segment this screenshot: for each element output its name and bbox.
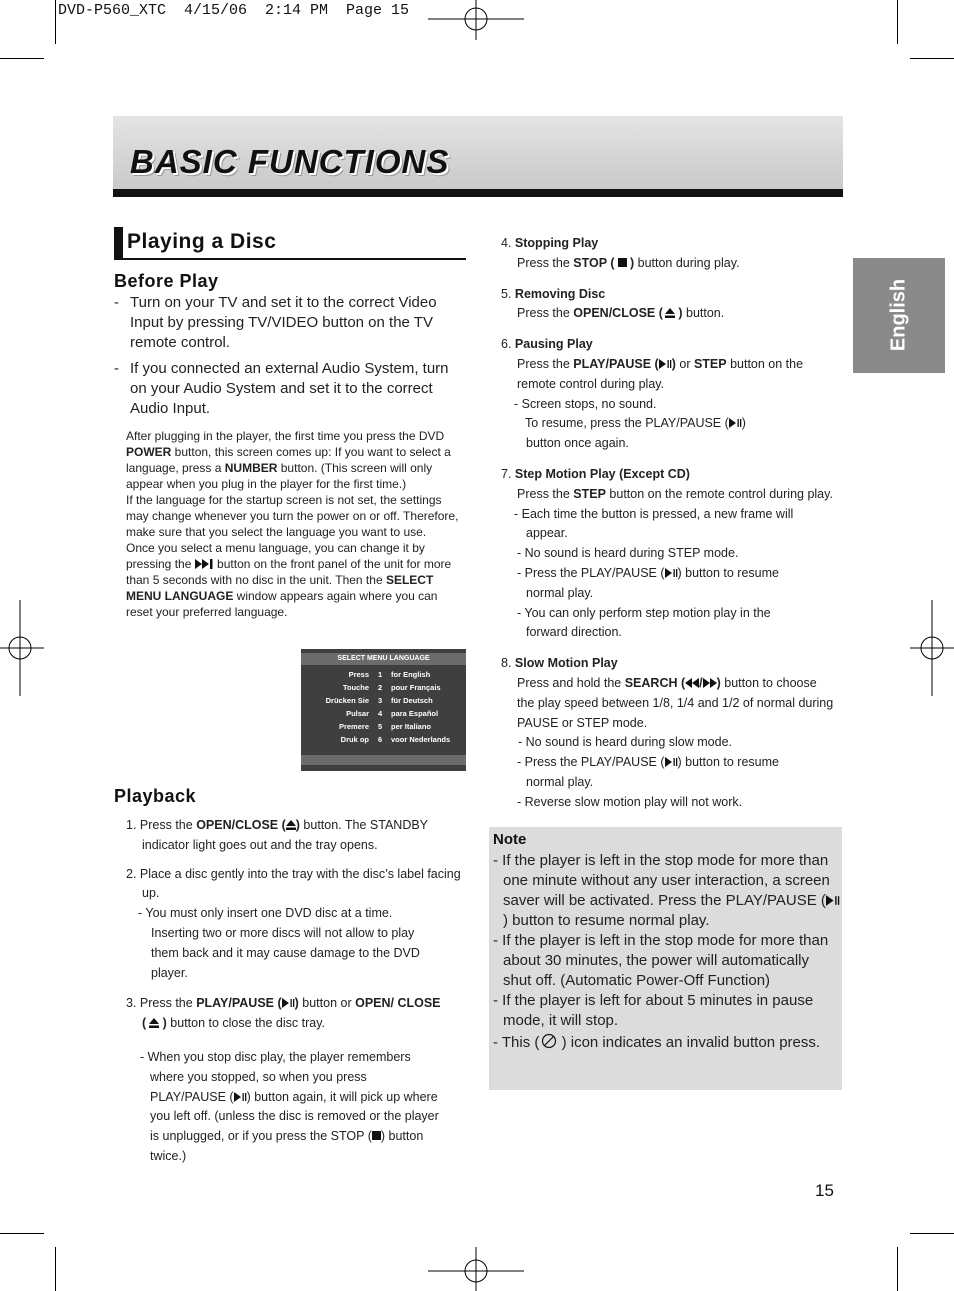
playback-step-2-note-cont: Inserting two or more discs will not allow to play xyxy=(151,925,415,940)
note-item-2: - If the player is left in the stop mode for more than about 30 minutes, the power will automatically shut off. (Automatic Power-Off Function) xyxy=(493,932,829,989)
fast-forward-icon xyxy=(703,678,717,688)
menu-screen-footer xyxy=(301,755,466,765)
rewind-icon xyxy=(685,678,699,688)
playback-heading: Playback xyxy=(114,786,197,806)
note-item-4: - This ( ) icon indicates an invalid button press. xyxy=(493,1034,821,1051)
before-play-bullet-2: - If you connected an external Audio System, turn on your Audio System and set it to the correct Audio Input. xyxy=(114,359,459,419)
step-8-note-cont: normal play. xyxy=(526,774,594,789)
step-8-note: - Press the PLAY/PAUSE ( ) button to resume xyxy=(517,755,779,770)
step-5-title: 5. Removing Disc xyxy=(501,286,606,301)
play-pause-icon xyxy=(659,359,672,369)
playback-step-3-note-cont: you left off. (unless the disc is removed or the player xyxy=(150,1109,439,1124)
menu-row: Pulsar 4 para Español xyxy=(346,709,439,718)
registration-mark-right xyxy=(910,600,954,696)
step-7-note: - Each time the button is pressed, a new frame will xyxy=(514,506,794,521)
menu-row: Premere 5 per Italiano xyxy=(338,722,432,731)
playback-step-3-note-cont: PLAY/PAUSE ( ) button again, it will pick up where xyxy=(150,1089,438,1104)
menu-row: Druk op 6 voor Nederlands xyxy=(340,735,451,744)
eject-icon xyxy=(149,1018,159,1028)
step-7-note-cont: forward direction. xyxy=(526,625,622,640)
step-8-title: 8. Slow Motion Play xyxy=(501,656,618,671)
print-header: DVD-P560_XTC 4/15/06 2:14 PM Page 15 xyxy=(58,2,410,19)
step-7-note-cont: normal play. xyxy=(526,585,594,600)
skip-forward-icon xyxy=(195,559,214,569)
registration-mark-top xyxy=(428,0,524,40)
play-pause-icon xyxy=(729,418,742,428)
stop-icon xyxy=(618,258,627,267)
crop-mark xyxy=(910,1233,954,1234)
function-steps xyxy=(501,234,846,813)
stop-icon xyxy=(372,1131,381,1140)
step-7-note-cont: appear. xyxy=(526,526,568,541)
crop-mark xyxy=(55,0,56,44)
playback-step-2-note: - You must only insert one DVD disc at a time. xyxy=(138,906,393,921)
step-8-note: - Reverse slow motion play will not work. xyxy=(517,794,743,809)
playback-step-3-note-cont: where you stopped, so when you press xyxy=(150,1069,367,1084)
step-6-note-cont: To resume, press the PLAY/PAUSE ( ) xyxy=(525,416,746,431)
step-5-text: Press the OPEN/CLOSE ( ) button. xyxy=(517,306,725,321)
step-7-note: - Press the PLAY/PAUSE ( ) button to resume xyxy=(517,565,779,580)
play-pause-icon xyxy=(665,757,678,767)
bullet-text: Turn on your TV and set it to the correct Video Input by pressing TV/VIDEO button on the TV remote control. xyxy=(130,294,437,351)
step-7-note: - You can only perform step motion play in the xyxy=(517,605,771,620)
step-8-note: - No sound is heard during slow mode. xyxy=(518,735,733,750)
step-6-note-cont: button once again. xyxy=(526,436,629,451)
section-marker xyxy=(114,227,123,259)
playback-step-1-cont: indicator light goes out and the tray opens. xyxy=(142,837,378,852)
select-menu-language-screen xyxy=(301,649,466,771)
step-6-title: 6. Pausing Play xyxy=(501,337,593,352)
step-6-text-cont: remote control during play. xyxy=(517,376,665,391)
crop-mark xyxy=(897,1247,898,1291)
language-tab-label: English xyxy=(887,278,910,352)
note-item-3: - If the player is left for about 5 minutes in pause mode, it will stop. xyxy=(493,992,814,1029)
play-pause-icon xyxy=(282,998,295,1008)
step-7-title: 7. Step Motion Play (Except CD) xyxy=(501,466,690,481)
crop-mark xyxy=(0,1233,44,1234)
menu-row: Press 1 for English xyxy=(348,670,431,679)
note-title: Note xyxy=(493,831,527,848)
step-4-text: Press the STOP ( ) button during play. xyxy=(517,255,740,270)
step-8-text-cont: PAUSE or STEP mode. xyxy=(517,715,648,730)
crop-mark xyxy=(0,58,44,59)
play-pause-icon xyxy=(665,568,678,578)
playback-step-3-note-cont: is unplugged, or if you press the STOP ( ) button xyxy=(150,1129,424,1144)
step-6-text: Press the PLAY/PAUSE ( ) or STEP button on the xyxy=(517,356,804,371)
paragraph-1: After plugging in the player, the first time you press the DVD POWER button, this screen comes up: If you want to select a language, press a NUMBER button. (This screen will only appear when you plug in the player for the first time.) xyxy=(126,429,451,491)
playback-steps xyxy=(126,816,471,1167)
before-play-bullet-1: - Turn on your TV and set it to the correct Video Input by pressing TV/VIDEO button on the TV remote control. xyxy=(114,293,459,353)
playback-step-3-note-cont: twice.) xyxy=(150,1148,187,1163)
crop-mark xyxy=(897,0,898,44)
playback-step-3-cont: ( ) button to close the disc tray. xyxy=(142,1016,325,1031)
play-pause-icon xyxy=(826,895,840,906)
page-number: 15 xyxy=(815,1181,834,1200)
play-pause-icon xyxy=(234,1092,247,1102)
invalid-icon xyxy=(541,1033,557,1049)
menu-row: Drücken Sie 3 für Deutsch xyxy=(325,696,433,705)
registration-mark-bottom xyxy=(428,1247,524,1291)
crop-mark xyxy=(910,58,954,59)
playback-step-2-cont: up. xyxy=(142,886,160,901)
section-title: Playing a Disc xyxy=(127,230,277,253)
bullet-text: If you connected an external Audio System, turn on your Audio System and set it to the correct Audio Input. xyxy=(130,360,449,417)
step-7-text: Press the STEP button on the remote control during play. xyxy=(517,486,833,501)
language-tab xyxy=(853,258,945,373)
eject-icon xyxy=(665,308,675,318)
eject-icon xyxy=(286,820,296,830)
step-8-text-cont: the play speed between 1/8, 1/4 and 1/2 of normal during xyxy=(517,695,834,710)
playback-step-2-note-cont: player. xyxy=(151,965,188,980)
playback-step-2-note-cont: them back and it may cause damage to the DVD xyxy=(151,945,420,960)
playback-step-2: 2. Place a disc gently into the tray with the disc’s label facing xyxy=(126,866,461,881)
step-8-text: Press and hold the SEARCH ( / ) button to choose xyxy=(517,675,817,690)
note-body xyxy=(493,851,841,1053)
playback-step-1: 1. Press the OPEN/CLOSE ( ) button. The STANDBY xyxy=(126,818,429,832)
registration-mark-left xyxy=(0,600,44,696)
menu-screen-title: SELECT MENU LANGUAGE xyxy=(301,653,466,665)
banner-rule xyxy=(113,189,843,197)
crop-mark xyxy=(55,1247,56,1291)
step-7-note: - No sound is heard during STEP mode. xyxy=(517,546,739,561)
page-title: BASIC FUNCTIONS xyxy=(130,143,450,180)
menu-row: Touche 2 pour Français xyxy=(342,683,441,692)
before-play-paragraph xyxy=(126,428,464,620)
note-item-1: - If the player is left in the stop mode for more than one minute without any user interaction, a screen saver will be activated. Press the PLAY/PAUSE () button to resume normal play. xyxy=(493,851,841,931)
step-4-title: 4. Stopping Play xyxy=(501,236,599,250)
note-box xyxy=(489,827,842,1090)
playback-step-3-note: - When you stop disc play, the player remembers xyxy=(140,1049,411,1064)
step-6-note: - Screen stops, no sound. xyxy=(514,396,657,411)
paragraph-2: If the language for the startup screen is not set, the settings may change whenever you turn the power on or off. Therefore, make sure that you select the language you want to use. xyxy=(126,493,459,539)
section-rule xyxy=(114,258,466,260)
playback-step-3: 3. Press the PLAY/PAUSE ( ) button or OPEN/ CLOSE xyxy=(126,996,441,1011)
before-play-heading: Before Play xyxy=(114,271,219,291)
paragraph-3: Once you select a menu language, you can change it by pressing the button on the front panel of the unit for more than 5 seconds with no disc in the unit. Then the SELECT MENU LANGUAGE window appears again where you can reset your preferred language. xyxy=(126,541,452,619)
